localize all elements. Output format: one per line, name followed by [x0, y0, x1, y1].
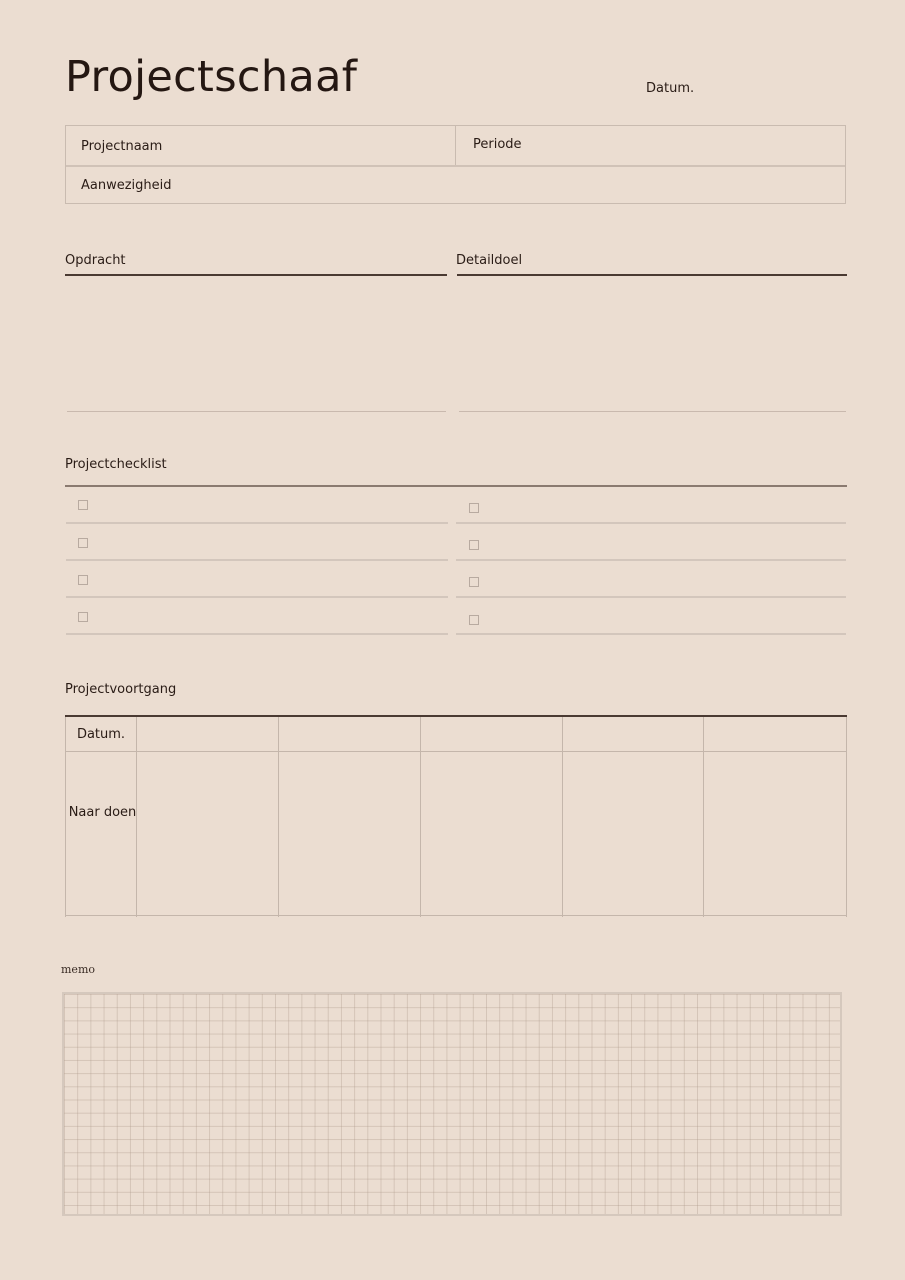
project-info-table: [65, 125, 846, 204]
checklist-right-line-1: [456, 522, 846, 524]
memo-label: memo: [61, 963, 95, 976]
checklist-right-checkbox-1[interactable]: [469, 503, 479, 513]
checklist-label: Projectchecklist: [65, 457, 167, 472]
detail-goal-divider: [457, 274, 847, 276]
detail-goal-label: Detaildoel: [456, 253, 523, 268]
checklist-right-line-4: [456, 633, 846, 635]
memo-grid-area[interactable]: [62, 992, 842, 1216]
progress-column-5[interactable]: [704, 717, 847, 917]
project-name-label: Projectnaam: [81, 139, 163, 154]
checklist-right-checkbox-4[interactable]: [469, 615, 479, 625]
checklist-left-checkbox-3[interactable]: [78, 575, 88, 585]
progress-column-3[interactable]: [421, 717, 563, 917]
progress-column-1[interactable]: [137, 717, 279, 917]
checklist-right-checkbox-2[interactable]: [469, 540, 479, 550]
checklist-left-checkbox-4[interactable]: [78, 612, 88, 622]
detail-goal-bottom-line: [459, 411, 846, 412]
checklist-left-line-4: [66, 633, 448, 635]
checklist-left-line-3: [66, 596, 448, 598]
info-row-1: [66, 126, 845, 167]
checklist-left-checkbox-2[interactable]: [78, 538, 88, 548]
progress-row-divider: [66, 751, 846, 752]
page-title: Projectschaaf: [65, 52, 358, 102]
checklist-left-line-2: [66, 559, 448, 561]
progress-label: Projectvoortgang: [65, 682, 177, 697]
checklist-right-checkbox-3[interactable]: [469, 577, 479, 587]
progress-date-header: Datum.: [76, 727, 126, 742]
progress-bottom-border: [65, 915, 847, 916]
progress-column-2[interactable]: [279, 717, 421, 917]
project-name-field[interactable]: [66, 126, 456, 165]
date-label: Datum.: [646, 81, 695, 96]
checklist-right-line-3: [456, 596, 846, 598]
presence-field[interactable]: [66, 166, 845, 205]
info-row-2: [66, 166, 845, 205]
period-field[interactable]: [456, 126, 845, 165]
progress-column-4[interactable]: [563, 717, 704, 917]
period-label: Periode: [473, 137, 522, 152]
checklist-divider: [65, 485, 847, 487]
checklist-left-line-1: [66, 522, 448, 524]
checklist-left-checkbox-1[interactable]: [78, 500, 88, 510]
detail-goal-text-area[interactable]: [457, 277, 847, 411]
checklist-right-line-2: [456, 559, 846, 561]
assignment-bottom-line: [67, 411, 446, 412]
assignment-label: Opdracht: [65, 253, 126, 268]
progress-todo-header: Naar doen: [68, 805, 137, 820]
assignment-text-area[interactable]: [65, 277, 447, 411]
presence-label: Aanwezigheid: [81, 178, 172, 193]
assignment-divider: [65, 274, 447, 276]
